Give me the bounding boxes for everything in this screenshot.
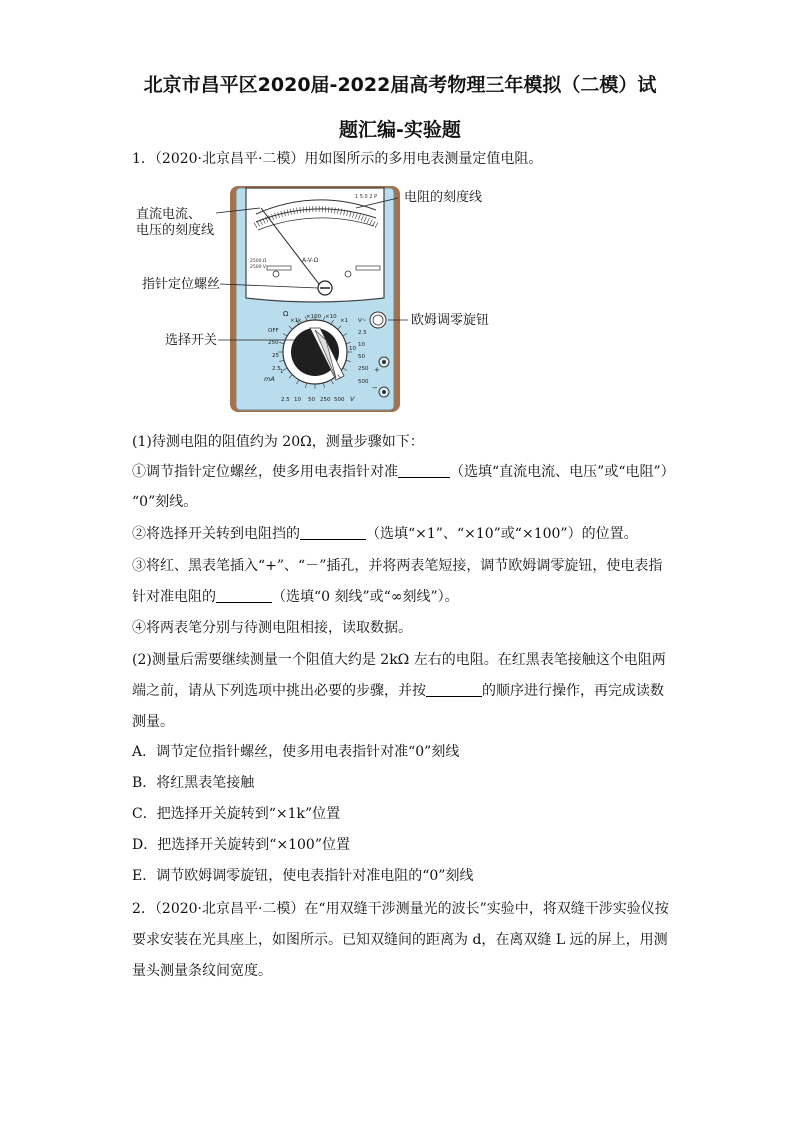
q1-part2-d: 测量。: [132, 714, 174, 730]
plus-sign: +: [374, 366, 380, 374]
right-range-3: 250: [358, 366, 369, 372]
q1-step1-b: （选填“直流电流、电压”或“电阻”）: [450, 464, 675, 480]
face-screw-right: [345, 271, 351, 277]
answer-blank-2: [300, 525, 366, 540]
q1-step3-b: 针对准电阻的: [132, 589, 216, 605]
ma-label: mA: [264, 375, 275, 383]
label-selector: 选择开关: [165, 333, 218, 348]
face-slot-left: [267, 266, 291, 270]
meter-face: [246, 188, 384, 302]
option-c: C．把选择开关旋转到“×1k”位置: [132, 806, 341, 822]
doc-title-line2: 题汇编-实验题: [339, 119, 461, 141]
range-x10: ×10: [325, 314, 337, 320]
range-x1k: ×1k: [290, 318, 302, 324]
q1-step4: ④将两表笔分别与待测电阻相接，读取数据。: [132, 620, 412, 636]
q1-step1-a: ①调节指针定位螺丝，使多用电表指针对准: [132, 464, 398, 480]
q2-line1: 2．（2020·北京昌平·二模）在“用双缝干涉测量光的波长”实验中，将双缝干涉实验仪按: [132, 901, 669, 917]
label-dc: 直流电流、: [136, 207, 202, 222]
q1-step2-b: （选填“×1”、“×10”或“×100”）的位置。: [366, 526, 638, 542]
left-range-r1: 1: [280, 369, 284, 375]
v-label: V: [350, 395, 355, 403]
minus-sign: −: [372, 384, 378, 392]
right-range-0: 2.5: [358, 330, 367, 336]
q1-step3-c: （选填“0 刻线”或“∞刻线”）。: [272, 589, 459, 605]
option-d: D．把选择开关旋转到“×100”位置: [132, 837, 350, 853]
answer-blank-1: [398, 463, 450, 478]
q1-intro: 1．（2020·北京昌平·二模）用如图所示的多用电表测量定值电阻。: [132, 151, 543, 167]
right-range-4: 500: [358, 379, 369, 385]
right-range-2: 50: [358, 354, 365, 360]
bottom-range-2: 50: [308, 397, 315, 403]
left-range-1: 25: [272, 353, 279, 359]
range-x1: ×1: [340, 318, 349, 324]
answer-blank-3: [216, 588, 272, 603]
q1-step3: [132, 587, 459, 607]
label-dc-2: 电压的刻度线: [136, 223, 215, 238]
volts-label: 2500 Ω: [250, 259, 267, 264]
scale-corner-text: 1 5.0 2 P: [355, 194, 378, 200]
face-slot-right: [356, 266, 380, 270]
right-range-1: 10: [358, 342, 365, 348]
q1-step1-c: “0”刻线。: [132, 494, 198, 510]
q2-line2: 要求安装在光具座上，如图所示。已知双缝间的距离为 d，在离双缝 L 远的屏上，用测: [132, 932, 668, 948]
q1-part2-c: 的顺序进行操作，再完成读数: [482, 683, 664, 699]
multimeter-figure: [130, 180, 500, 412]
q1-step1: [132, 462, 675, 482]
left-range-2: 2.5: [272, 366, 281, 372]
q1-part1: (1)待测电阻的阻值约为 20Ω，测量步骤如下：: [132, 434, 424, 450]
q1-step2: [132, 524, 638, 544]
left-range-0: 250: [268, 340, 279, 346]
q2-line3: 量头测量条纹间宽度。: [132, 963, 272, 979]
ohm-zero-knob-icon: [370, 312, 386, 328]
q1-part2-a: (2)测量后需要继续测量一个阻值大约是 2kΩ 左右的电阻。在红黑表笔接触这个电阻两: [132, 652, 666, 668]
label-ohm-scale: 电阻的刻度线: [404, 190, 483, 205]
q1-part2-b: 端之前，请从下列选项中挑出必要的步骤，并按: [132, 683, 426, 699]
bottom-range-1: 10: [294, 397, 301, 403]
dial-avo-text: A-V-Ω: [302, 257, 319, 264]
doc-title-line1: 北京市昌平区2020届-2022届高考物理三年模拟（二模）试: [143, 74, 657, 96]
bottom-range-0: 2.5: [281, 397, 290, 403]
q1-part2: [132, 681, 664, 701]
option-e: E．调节欧姆调零旋钮，使电表指针对准电阻的“0”刻线: [132, 868, 474, 884]
bottom-range-4: 500: [334, 397, 345, 403]
volts-label-2: 2500 V: [250, 265, 266, 270]
bottom-range-3: 250: [320, 397, 331, 403]
label-ohm-knob: 欧姆调零旋钮: [411, 313, 490, 328]
range-x100: ×100: [306, 314, 322, 320]
ohm-symbol: Ω: [283, 310, 289, 318]
label-pointer-screw: 指针定位螺丝: [142, 277, 221, 292]
q1-step2-a: ②将选择开关转到电阻挡的: [132, 526, 300, 542]
option-a: A．调节定位指针螺丝，使多用电表指针对准“0”刻线: [132, 744, 460, 760]
q1-step3-a: ③将红、黑表笔插入“+”、“－”插孔，并将两表笔短接，调节欧姆调零旋钮，使电表指: [132, 558, 663, 574]
option-b: B．将红黑表笔接触: [132, 775, 255, 791]
v-tilde: V~: [358, 318, 367, 324]
answer-blank-4: [426, 682, 482, 697]
face-screw-left: [273, 271, 279, 277]
off-label: OFF: [268, 328, 279, 334]
right-ac-range: 10: [349, 346, 356, 352]
